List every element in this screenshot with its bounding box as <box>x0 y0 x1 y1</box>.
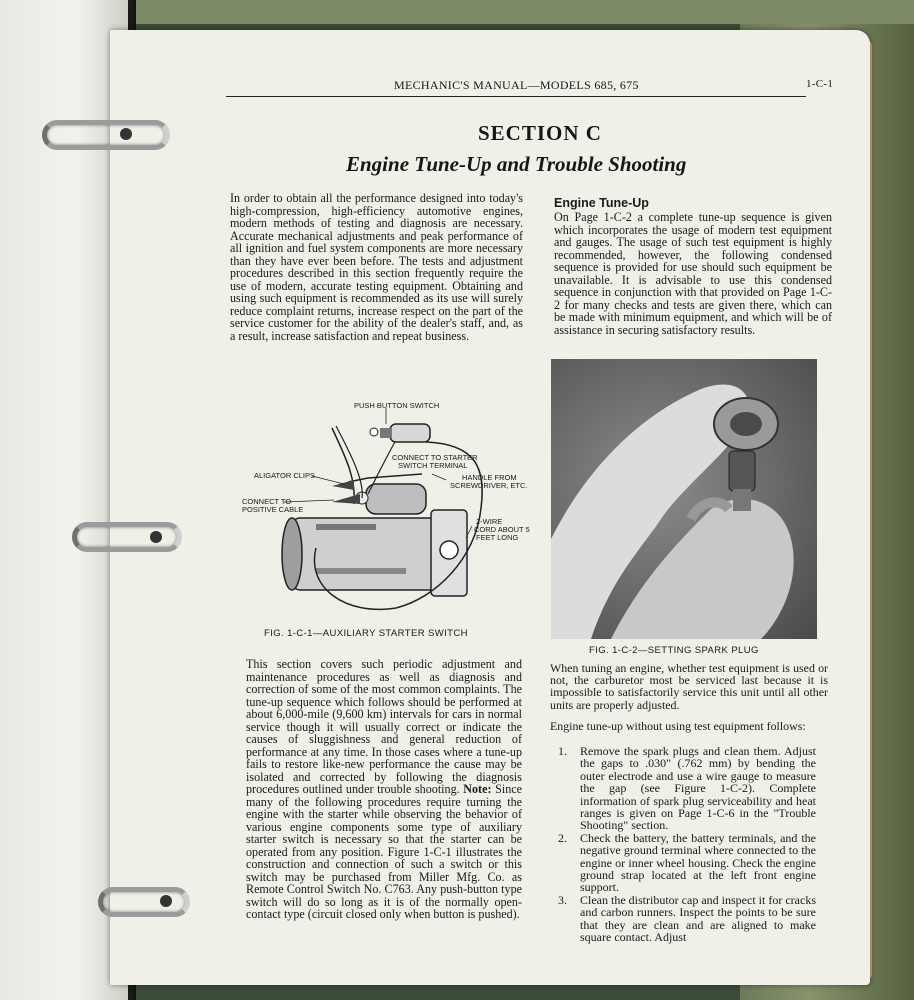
label-handle: HANDLE FROM SCREWDRIVER, ETC. <box>450 473 528 490</box>
binder-top-edge <box>100 0 914 24</box>
section-coverage-paragraph <box>246 658 522 921</box>
label-push-button: PUSH BUTTON SWITCH <box>354 401 440 410</box>
note-text: Since many of the following procedures require turning the engine with the starter while observing the behavior of various engine components some type of auxiliary starter switch is necessary so that the starter can be operated from any position. Figure 1-C-1 illustrates the construction and connection of such a switch or this switch may be purchased from Miller Mfg. Co. as Remote Control Switch No. C763. Any push-button type switch will do so long as it is of the normally open-contact type (circuit closed only when button is pushed). <box>246 782 522 921</box>
auxiliary-starter-switch-diagram <box>236 398 532 620</box>
left-page <box>0 0 128 1000</box>
list-item <box>550 745 816 832</box>
step-number: 3. <box>558 892 567 907</box>
figure2-caption: FIG. 1-C-2—SETTING SPARK PLUG <box>589 645 759 656</box>
label-starter-terminal: CONNECT TO STARTER SWITCH TERMINAL <box>392 453 478 470</box>
binder-ring-middle <box>72 522 182 552</box>
binder-ring-top <box>42 120 170 150</box>
section-title: SECTION C <box>478 121 602 145</box>
coverage-text: This section covers such periodic adjustment and maintenance procedures as well as diagnosis and correction of some of the most common complaints. The tune-up sequence which follows should be performed at about 6,000-mile (9,600 km) intervals for cars in normal service though it will usually correct or indicate the causes of sluggishness and general reduction of performance at any time. In those cases where a tune-up fails to restore like-new performance the cause may be isolated and corrected by following the diagnosis procedures outlined under trouble shooting. <box>246 657 522 796</box>
step-text: Clean the distributor cap and inspect it for cracks and carbon runners. Inspect the points to be sure that they are clean and are aligned to make square contact. Adjust <box>580 892 816 945</box>
label-positive-cable: CONNECT TO POSITIVE CABLE <box>242 497 304 514</box>
list-item <box>550 894 816 944</box>
tuneup-steps-list <box>550 745 816 944</box>
step-number: 2. <box>558 830 567 845</box>
label-alligator-clips: ALIGATOR CLIPS <box>254 471 315 480</box>
running-header: MECHANIC'S MANUAL—MODELS 685, 675 <box>394 78 639 92</box>
tuning-paragraph: When tuning an engine, whether test equipment is used or not, the carburetor most be serviced last because it is impossible to satisfactorily service this unit until all other units are properly adjusted. <box>550 661 828 712</box>
figure1-caption: FIG. 1-C-1—AUXILIARY STARTER SWITCH <box>264 628 468 639</box>
without-equipment-paragraph: Engine tune-up without using test equipment follows: <box>550 719 806 733</box>
step-text: Check the battery, the battery terminals, and the negative ground terminal where connected to the engine or inner wheel housing. Check the engine ground strap located at the left front engine support. <box>580 830 816 895</box>
spark-plug-photo <box>551 359 817 639</box>
binder-ring-bottom <box>98 887 190 917</box>
intro-paragraph: In order to obtain all the performance designed into today's high-compression, high-efficiency automotive engines, modern methods of testing and diagnosis are necessary. Accurate mechanical adjustments and peak performance of all ignition and fuel system components are more necessary than they have ever been before. The tests and adjustment procedures described in this section frequently require the use of modern, accurate testing equipment. Obtaining and using such equipment is recommended as its use will surely reduce complaint returns, increase respect on the part of the service customer for the ability of the dealer's staff, and, as a result, increase satisfaction and repeat business. <box>230 191 523 343</box>
tuneup-paragraph: On Page 1-C-2 a complete tune-up sequence is given which incorporates the usage of modern test equipment and gauges. The usage of such test equipment is highly recommended, however, the following condensed sequence is provided for use should such equipment be unavailable. It is advisable to use this condensed sequence in conjunction with that provided on Page 1-C-2 for many checks and tests are given there, which can be made with minimum equipment, and which will be of assistance in securing satisfactory results. <box>554 210 832 337</box>
step-text: Remove the spark plugs and clean them. Adjust the gaps to .030" (.762 mm) by bending the outer electrode and use a wire gauge to measure the gap (see Figure 1-C-2). Complete information of spark plug serviceability and heat ranges is given on Page 1-C-6 in the "Trouble Shooting" section. <box>580 744 816 833</box>
list-item <box>550 832 816 894</box>
tuneup-heading: Engine Tune-Up <box>554 196 649 210</box>
label-cord: 2-WIRE CORD ABOUT 5 FEET LONG <box>474 517 530 542</box>
step-number: 1. <box>558 744 567 758</box>
page-number: 1-C-1 <box>806 78 834 90</box>
hands-setting-spark-plug-image <box>551 359 817 639</box>
section-subtitle: Engine Tune-Up and Trouble Shooting <box>346 152 687 176</box>
header-rule <box>226 96 806 97</box>
note-label: Note: <box>463 782 492 796</box>
